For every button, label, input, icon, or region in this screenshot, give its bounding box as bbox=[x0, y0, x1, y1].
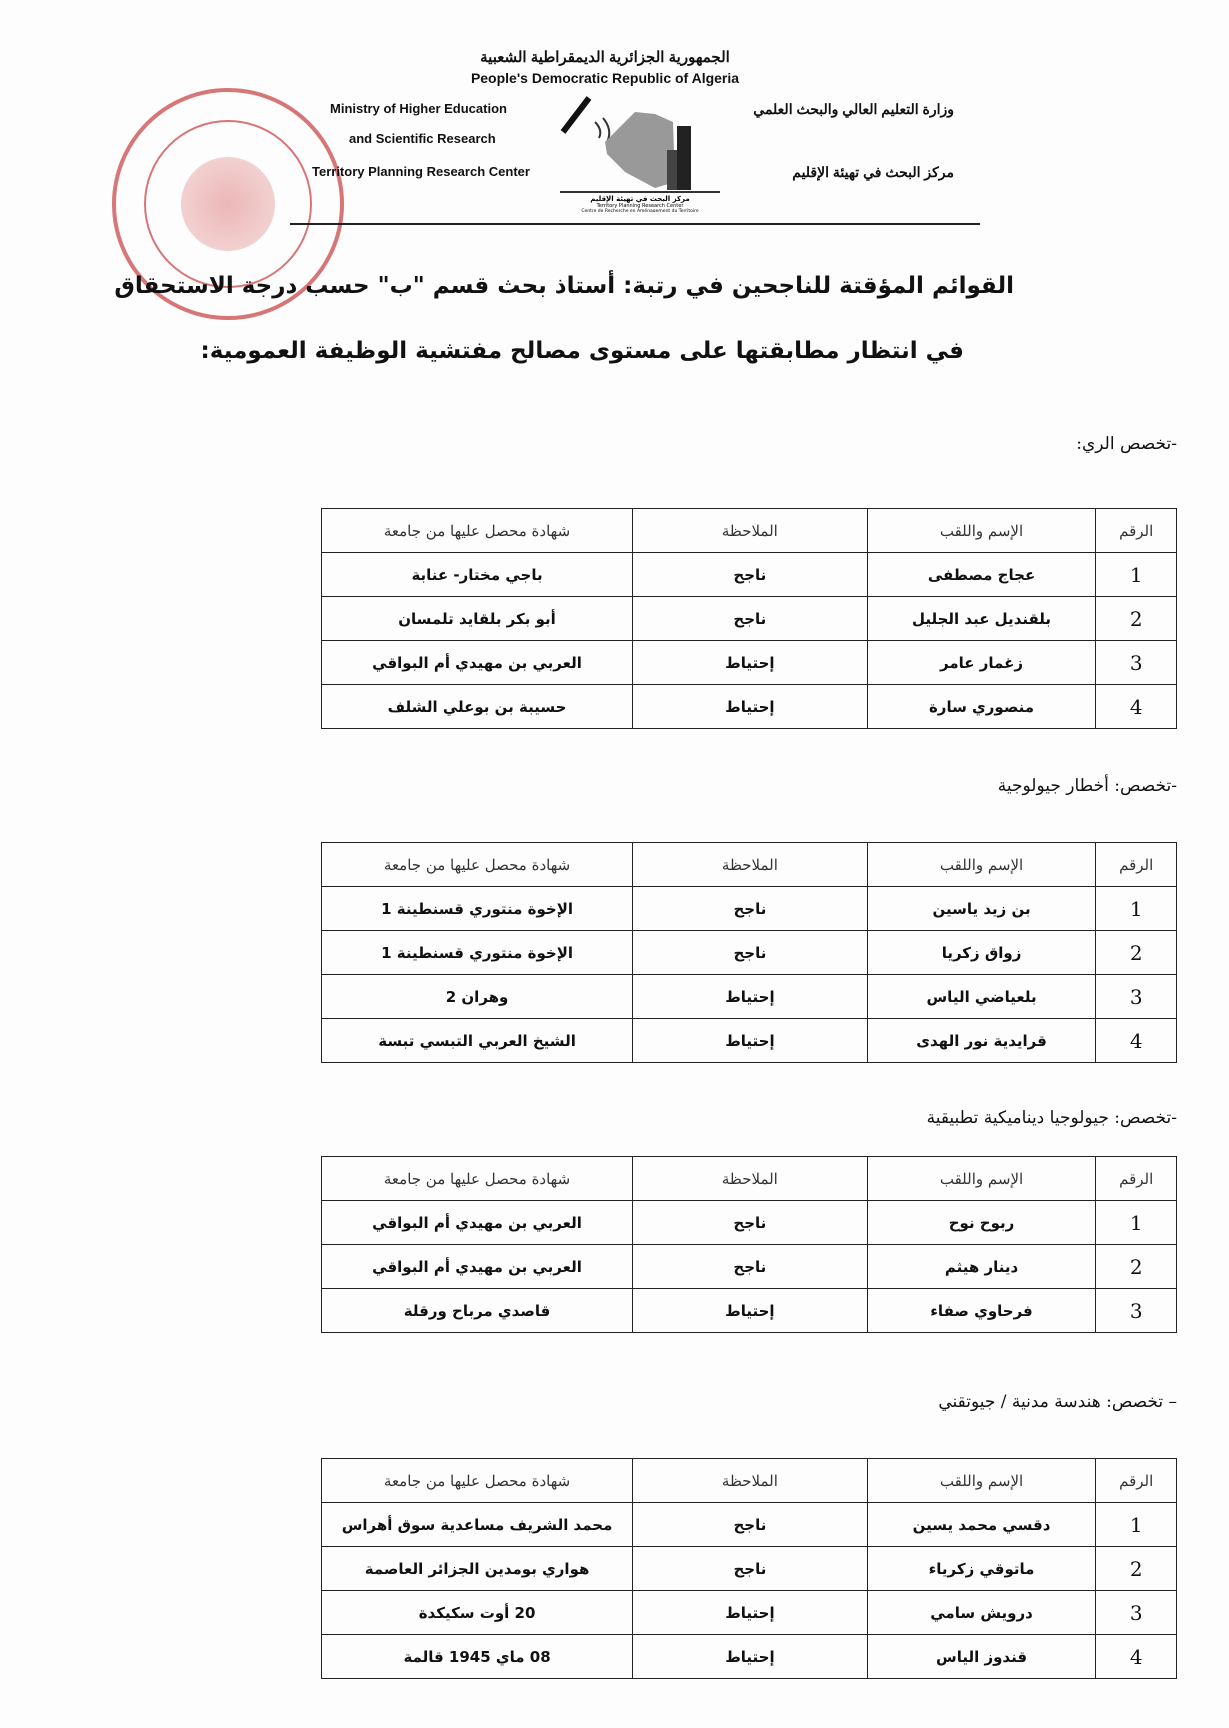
column-header: الإسم واللقب bbox=[867, 1157, 1096, 1201]
table-cell: 4 bbox=[1096, 685, 1177, 729]
table-cell: منصوري سارة bbox=[867, 685, 1096, 729]
table-cell: ناجح bbox=[633, 931, 868, 975]
table-header-row bbox=[322, 1459, 1177, 1503]
table-cell: 2 bbox=[1096, 597, 1177, 641]
results-table bbox=[321, 842, 1177, 1063]
center-logo bbox=[555, 92, 725, 212]
table-row bbox=[322, 1245, 1177, 1289]
header-divider bbox=[290, 223, 980, 225]
table-cell: إحتياط bbox=[633, 685, 868, 729]
title-line-2: في انتظار مطابقتها على مستوى مصالح مفتشية الوظيفة العمومية: bbox=[200, 338, 964, 364]
table-cell: قرايدية نور الهدى bbox=[867, 1019, 1096, 1063]
table-cell: الشيخ العربي التبسي تبسة bbox=[322, 1019, 633, 1063]
republic-ar: الجمهورية الجزائرية الديمقراطية الشعبية bbox=[480, 49, 730, 66]
table-cell: وهران 2 bbox=[322, 975, 633, 1019]
table-cell: 3 bbox=[1096, 975, 1177, 1019]
table-cell: إحتياط bbox=[633, 975, 868, 1019]
table-row bbox=[322, 1503, 1177, 1547]
column-header: الملاحظة bbox=[633, 1157, 868, 1201]
center-en: Territory Planning Research Center bbox=[312, 164, 530, 179]
table-cell: الإخوة منتوري قسنطينة 1 bbox=[322, 887, 633, 931]
table-row bbox=[322, 1201, 1177, 1245]
results-table bbox=[321, 508, 1177, 729]
table-row bbox=[322, 685, 1177, 729]
table-cell: 3 bbox=[1096, 1289, 1177, 1333]
column-header: الرقم bbox=[1096, 1459, 1177, 1503]
table-cell: 08 ماي 1945 قالمة bbox=[322, 1635, 633, 1679]
ministry-en-1: Ministry of Higher Education bbox=[330, 101, 507, 116]
table-cell: هواري بومدين الجزائر العاصمة bbox=[322, 1547, 633, 1591]
table-cell: ناجح bbox=[633, 887, 868, 931]
results-table bbox=[321, 1156, 1177, 1333]
table-cell: ناجح bbox=[633, 1503, 868, 1547]
table-row bbox=[322, 1289, 1177, 1333]
table-cell: 1 bbox=[1096, 553, 1177, 597]
table-row bbox=[322, 931, 1177, 975]
republic-en: People's Democratic Republic of Algeria bbox=[470, 70, 740, 86]
column-header: الرقم bbox=[1096, 843, 1177, 887]
table-cell: العربي بن مهيدي أم البواقي bbox=[322, 1201, 633, 1245]
table-cell: بلقنديل عبد الجليل bbox=[867, 597, 1096, 641]
section-label: -تخصص الري: bbox=[1076, 434, 1177, 454]
table-cell: 4 bbox=[1096, 1635, 1177, 1679]
table-row bbox=[322, 553, 1177, 597]
table-cell: دينار هيثم bbox=[867, 1245, 1096, 1289]
table-cell: الإخوة منتوري قسنطينة 1 bbox=[322, 931, 633, 975]
table-cell: 3 bbox=[1096, 1591, 1177, 1635]
center-ar: مركز البحث في تهيئة الإقليم bbox=[792, 164, 954, 180]
table-header-row bbox=[322, 1157, 1177, 1201]
table-cell: ناجح bbox=[633, 553, 868, 597]
table-cell: إحتياط bbox=[633, 1019, 868, 1063]
table-header-row bbox=[322, 843, 1177, 887]
ministry-en-2: and Scientific Research bbox=[349, 131, 496, 146]
column-header: الملاحظة bbox=[633, 843, 868, 887]
table-row bbox=[322, 1635, 1177, 1679]
table-cell: بلعياضي الياس bbox=[867, 975, 1096, 1019]
column-header: الإسم واللقب bbox=[867, 1459, 1096, 1503]
table-cell: درويش سامي bbox=[867, 1591, 1096, 1635]
section-label: -تخصص: أخطار جيولوجية bbox=[997, 776, 1177, 796]
table-cell: ناجح bbox=[633, 1245, 868, 1289]
table-cell: ناجح bbox=[633, 597, 868, 641]
title-line-1: القوائم المؤقتة للناجحين في رتبة: أستاذ بحث قسم "ب" حسب درجة الاستحقاق bbox=[114, 273, 1014, 299]
table-cell: 1 bbox=[1096, 1503, 1177, 1547]
table-header-row bbox=[322, 509, 1177, 553]
table-cell: 1 bbox=[1096, 1201, 1177, 1245]
table-cell: 2 bbox=[1096, 931, 1177, 975]
column-header: الإسم واللقب bbox=[867, 843, 1096, 887]
table-cell: 1 bbox=[1096, 887, 1177, 931]
column-header: الملاحظة bbox=[633, 1459, 868, 1503]
table-cell: أبو بكر بلقايد تلمسان bbox=[322, 597, 633, 641]
table-cell: دقسي محمد يسين bbox=[867, 1503, 1096, 1547]
table-cell: العربي بن مهيدي أم البواقي bbox=[322, 1245, 633, 1289]
table-cell: 4 bbox=[1096, 1019, 1177, 1063]
table-cell: 20 أوت سكيكدة bbox=[322, 1591, 633, 1635]
table-cell: زغمار عامر bbox=[867, 641, 1096, 685]
table-cell: عجاج مصطفى bbox=[867, 553, 1096, 597]
column-header: الإسم واللقب bbox=[867, 509, 1096, 553]
table-cell: بن زيد ياسين bbox=[867, 887, 1096, 931]
section-label: -تخصص: جيولوجيا ديناميكية تطبيقية bbox=[926, 1108, 1177, 1128]
table-cell: إحتياط bbox=[633, 641, 868, 685]
table-cell: حسيبة بن بوعلي الشلف bbox=[322, 685, 633, 729]
column-header: شهادة محصل عليها من جامعة bbox=[322, 1157, 633, 1201]
column-header: الملاحظة bbox=[633, 509, 868, 553]
table-cell: العربي بن مهيدي أم البواقي bbox=[322, 641, 633, 685]
ministry-ar: وزارة التعليم العالي والبحث العلمي bbox=[753, 101, 954, 117]
table-cell: إحتياط bbox=[633, 1591, 868, 1635]
table-cell: زواق زكريا bbox=[867, 931, 1096, 975]
table-cell: إحتياط bbox=[633, 1289, 868, 1333]
table-cell: ماتوقي زكرياء bbox=[867, 1547, 1096, 1591]
table-row bbox=[322, 597, 1177, 641]
svg-text:Centre de Recherche en Aménage: Centre de Recherche en Aménagement du Territoire bbox=[581, 209, 699, 212]
column-header: شهادة محصل عليها من جامعة bbox=[322, 843, 633, 887]
table-cell: قاصدي مرباح ورقلة bbox=[322, 1289, 633, 1333]
table-cell: ربوح نوح bbox=[867, 1201, 1096, 1245]
column-header: الرقم bbox=[1096, 509, 1177, 553]
table-cell: فرحاوي صفاء bbox=[867, 1289, 1096, 1333]
table-row bbox=[322, 1019, 1177, 1063]
table-row bbox=[322, 641, 1177, 685]
table-cell: إحتياط bbox=[633, 1635, 868, 1679]
table-row bbox=[322, 975, 1177, 1019]
table-row bbox=[322, 1591, 1177, 1635]
logo-text-ar: مركز البحث في تهيئة الإقليم bbox=[590, 195, 690, 203]
table-row bbox=[322, 1547, 1177, 1591]
column-header: الرقم bbox=[1096, 1157, 1177, 1201]
column-header: شهادة محصل عليها من جامعة bbox=[322, 509, 633, 553]
table-cell: ناجح bbox=[633, 1547, 868, 1591]
table-cell: 2 bbox=[1096, 1547, 1177, 1591]
table-cell: 2 bbox=[1096, 1245, 1177, 1289]
section-label: – تخصص: هندسة مدنية / جيوتقني bbox=[938, 1392, 1177, 1412]
table-cell: قندوز الياس bbox=[867, 1635, 1096, 1679]
table-cell: محمد الشريف مساعدية سوق أهراس bbox=[322, 1503, 633, 1547]
table-cell: ناجح bbox=[633, 1201, 868, 1245]
results-table bbox=[321, 1458, 1177, 1679]
table-cell: باجي مختار- عنابة bbox=[322, 553, 633, 597]
svg-text:Territory Planning Research Ce: Territory Planning Research Center bbox=[596, 203, 684, 209]
column-header: شهادة محصل عليها من جامعة bbox=[322, 1459, 633, 1503]
table-row bbox=[322, 887, 1177, 931]
table-cell: 3 bbox=[1096, 641, 1177, 685]
